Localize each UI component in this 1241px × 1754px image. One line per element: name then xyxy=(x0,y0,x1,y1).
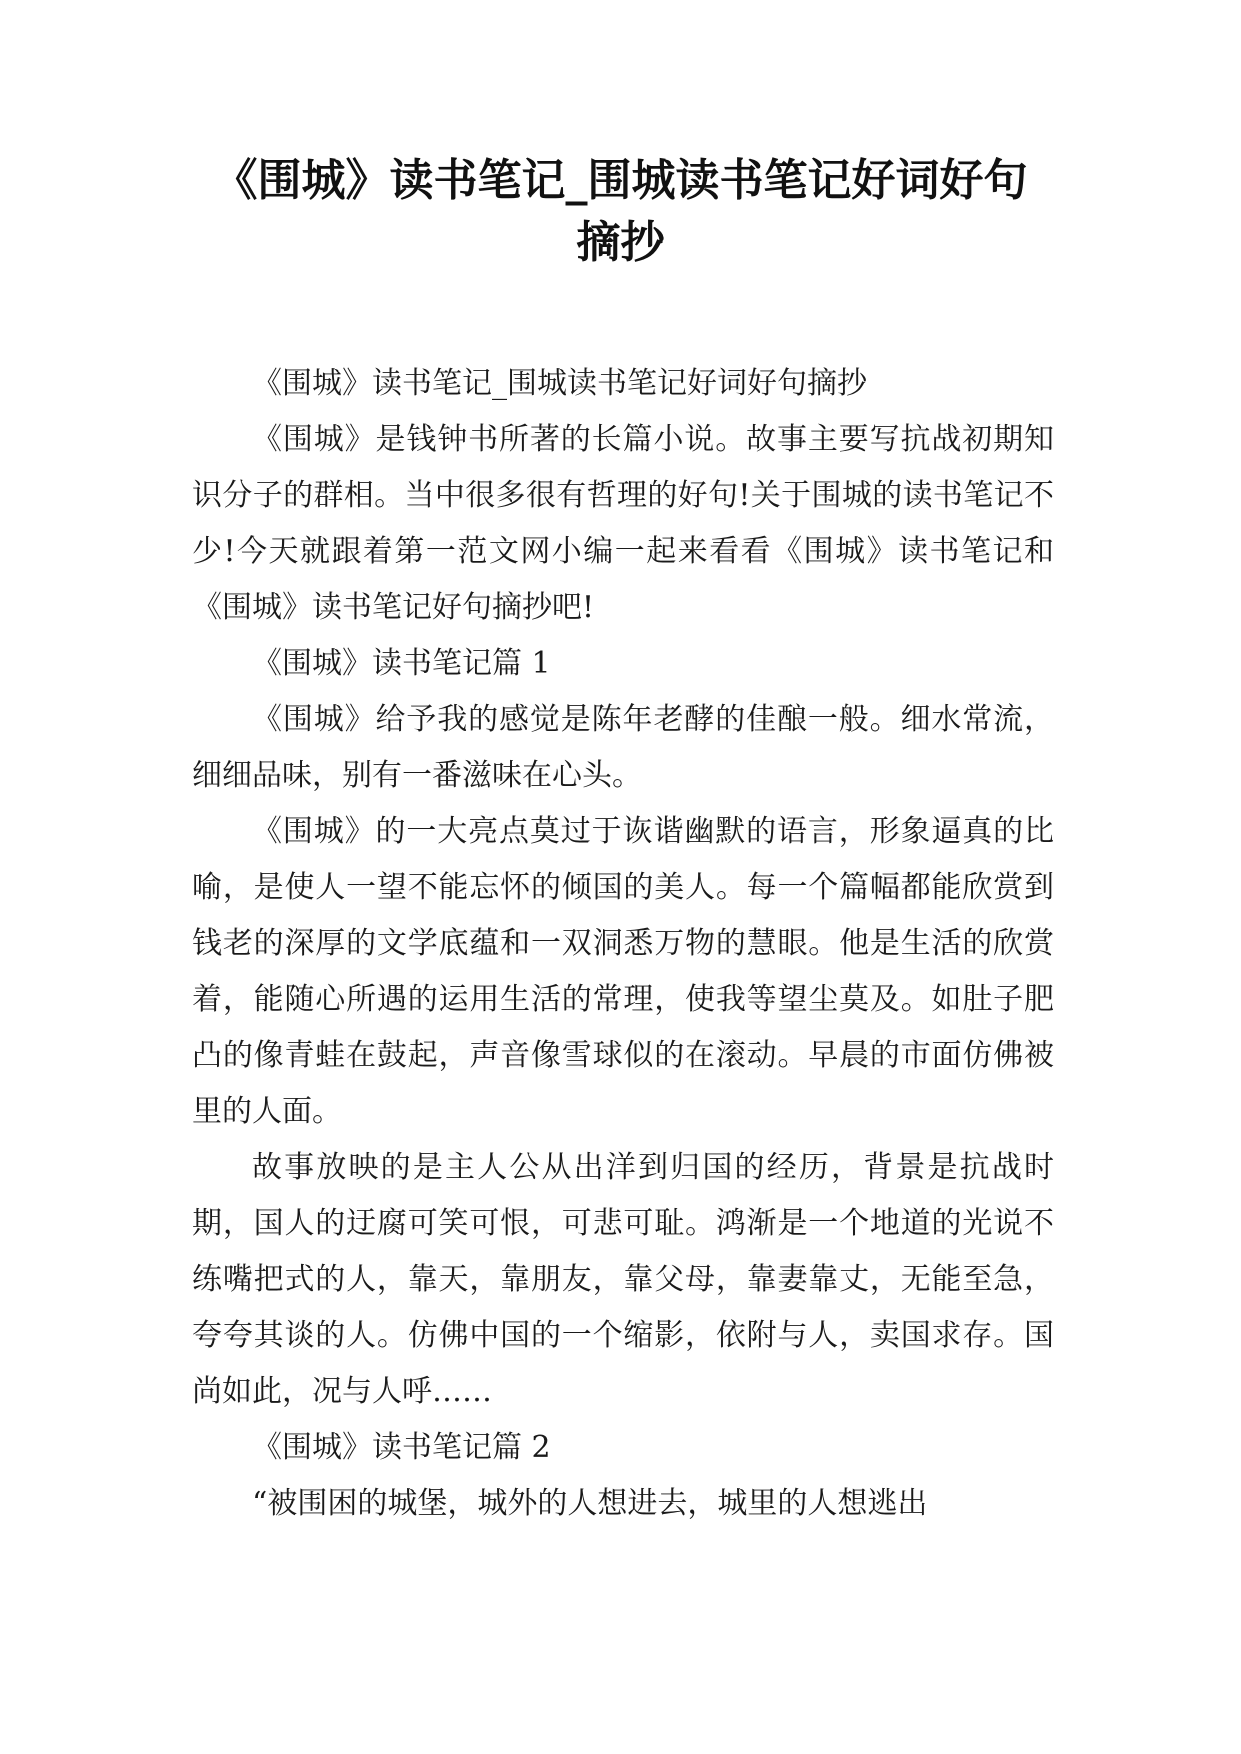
paragraph: 《围城》的一大亮点莫过于诙谐幽默的语言，形象逼真的比喻，是使人一望不能忘怀的倾国的美人。每一个篇幅都能欣赏到钱老的深厚的文学底蕴和一双洞悉万物的慧眼。他是生活的欣赏着，能随心所遇的运用生活的常理，使我等望尘莫及。如肚子肥凸的像青蛙在鼓起，声音像雪球似的在滚动。早晨的市面仿佛被里的人面。 xyxy=(192,814,1054,1129)
title-line-2: 摘抄 xyxy=(576,217,665,268)
section-heading-2: 《围城》读书笔记篇 2 xyxy=(252,1430,551,1465)
document-title xyxy=(150,150,1091,274)
document-body xyxy=(192,356,1054,1532)
paragraph: 《围城》给予我的感觉是陈年老酵的佳酿一般。细水常流，细细品味，别有一番滋味在心头。 xyxy=(192,702,1054,793)
section-heading-1: 《围城》读书笔记篇 1 xyxy=(252,646,551,681)
paragraph-subtitle: 《围城》读书笔记_围城读书笔记好词好句摘抄 xyxy=(252,366,867,401)
paragraph-intro: 《围城》是钱钟书所著的长篇小说。故事主要写抗战初期知识分子的群相。当中很多很有哲理的好句!关于围城的读书笔记不少!今天就跟着第一范文网小编一起来看看《围城》读书笔记和《围城》读书笔记好句摘抄吧! xyxy=(192,422,1054,625)
paragraph: 故事放映的是主人公从出洋到归国的经历，背景是抗战时期，国人的迂腐可笑可恨，可悲可耻。鸿渐是一个地道的光说不练嘴把式的人，靠天，靠朋友，靠父母，靠妻靠丈，无能至急，夸夸其谈的人。仿佛中国的一个缩影，依附与人，卖国求存。国尚如此，况与人呼…… xyxy=(192,1150,1054,1409)
paragraph: “被围困的城堡，城外的人想进去，城里的人想逃出 xyxy=(252,1486,928,1521)
title-line-1: 《围城》读书笔记_围城读书笔记好词好句 xyxy=(213,155,1028,206)
